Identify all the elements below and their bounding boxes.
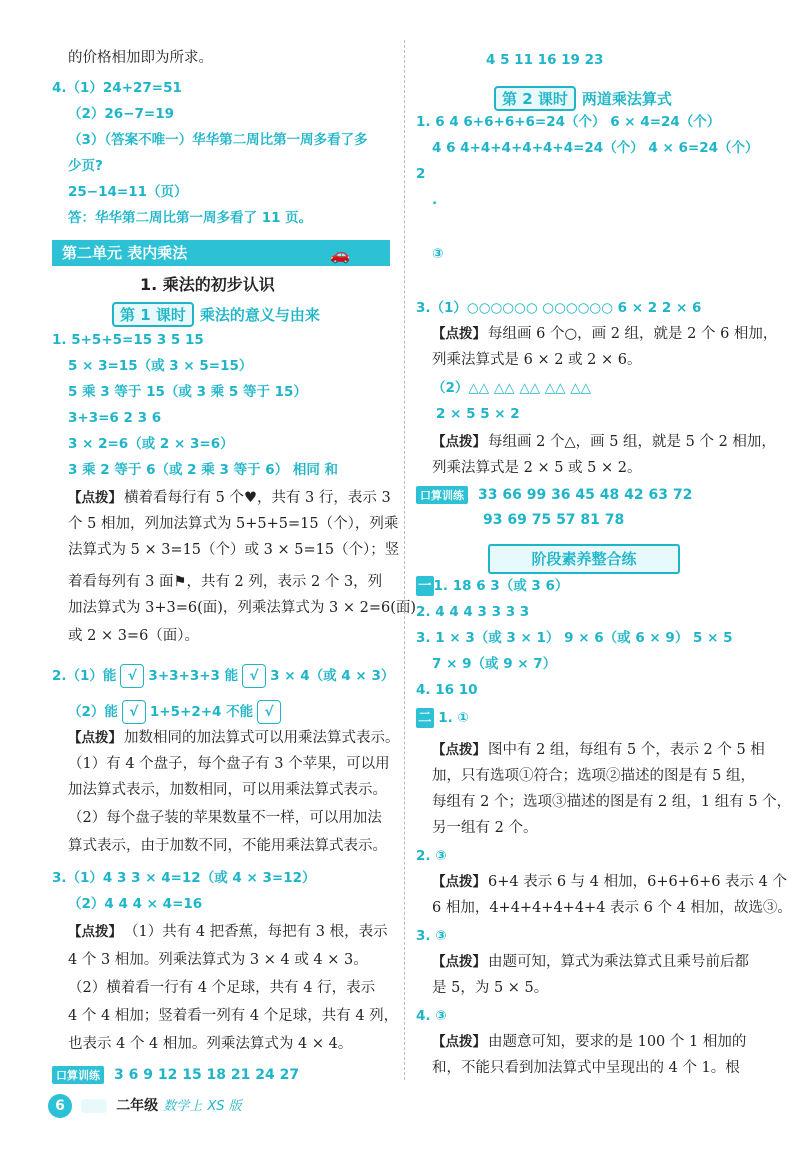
- answer-line: 7 × 9（或 9 × 7）: [432, 656, 557, 672]
- answer-line: 1. 5+5+5=15 3 5 15: [52, 332, 204, 348]
- tip-line: 【点拨】 横着看每行有 5 个♥，共有 3 行，表示 3: [68, 490, 391, 506]
- answer-line: （2）能 √ 1+5+2+4 不能 √: [68, 700, 285, 724]
- answer-line: 3 × 2=6（或 2 × 3=6）: [68, 436, 234, 452]
- answer-line: 25−14=11（页）: [68, 184, 188, 200]
- lesson-title: 乘法的意义与由来: [199, 306, 320, 324]
- unit-banner-title: 第二单元 表内乘法: [62, 244, 188, 262]
- answer-line: 5 × 3=15（或 3 × 5=15）: [68, 358, 253, 374]
- answer-line: 2.（1）能 √ 3+3+3+3 能 √ 3 × 4（或 4 × 3）: [52, 664, 394, 688]
- tip-line: 【点拨】 图中有 2 组，每组有 5 个，表示 2 个 5 相: [432, 742, 765, 758]
- part-number: 一: [418, 578, 432, 594]
- footer-grade: 二年级: [116, 1098, 159, 1114]
- tip-line: 加法算式表示，加数相同，可以用乘法算式表示。: [68, 782, 387, 798]
- answer-line: 5 乘 3 等于 15（或 3 乘 5 等于 15）: [68, 384, 307, 400]
- stage-title: 阶段素养整合练: [488, 544, 680, 574]
- answer-line: （3）（答案不唯一）华华第二周比第一周多看了多: [68, 132, 368, 148]
- tip-line: 也表示 4 个 4 相加。列乘法算式为 4 × 4。: [68, 1036, 353, 1052]
- tip-line: 个 5 相加，列加法算式为 5+5+5=15（个），列乘: [68, 516, 399, 532]
- answer-line: 2 × 5 5 × 2: [436, 406, 520, 422]
- lesson-title: 两道乘法算式: [581, 90, 672, 108]
- tip-line: 每组有 2 个；选项③描述的图是有 2 组，1 组有 5 个，: [432, 794, 792, 810]
- tip-line: 4 个 4 相加；竖着看一列有 4 个足球，共有 4 列，: [68, 1008, 399, 1024]
- oral-tag: 口算训练: [416, 486, 468, 504]
- answer-line: 3. ③: [416, 928, 447, 944]
- answer-line: 4.（1）24+27=51: [52, 80, 182, 96]
- answer-line: 4. ③: [416, 1008, 447, 1024]
- answer-line: （2）4 4 4 × 4=16: [68, 896, 203, 912]
- tip-line: 算式表示，由于加数不同，不能用乘法算式表示。: [68, 838, 387, 854]
- page-number: 6: [48, 1094, 72, 1118]
- tip-line: 和，不能只看到加法算式中呈现出的 4 个 1。根: [432, 1060, 740, 1076]
- lesson-tag: 第 1 课时: [112, 302, 194, 327]
- answer-line: 3 乘 2 等于 6（或 2 乘 3 等于 6） 相同 和: [68, 462, 339, 478]
- tip-line: 6 相加，4+4+4+4+4+4 表示 6 个 4 相加，故选③。: [432, 900, 792, 916]
- oral-training-left: [52, 1066, 299, 1084]
- tip-line: 4 个 3 相加。列乘法算式为 3 × 4 或 4 × 3。: [68, 952, 368, 968]
- tip-label: 【点拨】: [68, 490, 122, 506]
- lesson-1-header: [112, 302, 320, 327]
- tip-line: 是 5，为 5 × 5。: [432, 980, 549, 996]
- answer-line: 1. 6 4 6+6+6+6=24（个） 6 × 4=24（个）: [416, 114, 721, 130]
- answer-line: 2: [416, 166, 426, 182]
- lesson-tag: 第 2 课时: [494, 86, 576, 111]
- answer-line: 3.（1）○○○○○○ ○○○○○○ 6 × 2 2 × 6: [416, 300, 702, 316]
- oral-tag: 口算训练: [52, 1066, 104, 1084]
- tip-line: （2）横着看一行有 4 个足球，共有 4 行，表示: [68, 980, 376, 996]
- oral-values: 33 66 99 36 45 48 42 63 72: [478, 487, 693, 503]
- page-footer: [48, 1094, 248, 1120]
- answer-line: 4. 16 10: [416, 682, 478, 698]
- answer-line: 一 1. 18 6 3（或 3 6）: [418, 578, 569, 594]
- unit-banner: [52, 240, 390, 266]
- oral-values-row2: 93 69 75 57 81 78: [483, 512, 625, 528]
- tip-line: 加法算式为 3+3=6(面)，列乘法算式为 3 × 2=6(面): [68, 600, 417, 616]
- check-box: √: [120, 664, 144, 688]
- tip-line: 加，只有选项①符合；选项②描述的图是有 5 组，: [432, 768, 755, 784]
- answer-line: 4 6 4+4+4+4+4+4=24（个） 4 × 6=24（个）: [432, 140, 759, 156]
- tip-line: 【点拨】 每组画 2 个△，画 5 组，就是 5 个 2 相加，: [432, 434, 776, 450]
- check-box: √: [242, 664, 266, 688]
- tip-line: 另一组有 2 个。: [432, 820, 538, 836]
- tip-line: （2）每个盘子装的苹果数量不一样，可以用加法: [68, 810, 382, 826]
- left-top-text: 的价格相加即为所求。: [68, 50, 213, 66]
- check-box: √: [257, 700, 281, 724]
- answer-line: .: [432, 192, 438, 208]
- answer-line: 答：华华第二周比第一周多看了 11 页。: [68, 210, 313, 226]
- tip-line: 【点拨】 由题意可知，要求的是 100 个 1 相加的: [432, 1034, 747, 1050]
- oral-values: 3 6 9 12 15 18 21 24 27: [114, 1067, 300, 1083]
- answer-line: 4 5 11 16 19 23: [486, 52, 604, 68]
- car-icon: 🚗: [330, 245, 350, 264]
- lesson-2-header: [494, 86, 672, 111]
- answer-line: ③: [432, 246, 444, 262]
- footer-edition: XS 版: [207, 1099, 242, 1114]
- tip-line: 【点拨】 加数相同的加法算式可以用乘法算式表示。: [68, 730, 400, 746]
- tip-line: 【点拨】 （1）共有 4 把香蕉，每把有 3 根，表示: [68, 924, 388, 940]
- answer-line: 少页?: [68, 158, 103, 174]
- answer-line: 2. 4 4 4 3 3 3 3: [416, 604, 530, 620]
- answer-line: 2. ③: [416, 848, 447, 864]
- tip-line: （1）有 4 个盘子，每个盘子有 3 个苹果，可以用: [68, 756, 390, 772]
- column-divider: [404, 40, 405, 1080]
- answer-line: 二 1. ①: [418, 710, 469, 726]
- tip-line: 列乘法算式是 2 × 5 或 5 × 2。: [432, 460, 642, 476]
- tip-line: 列乘法算式是 6 × 2 或 2 × 6。: [432, 352, 642, 368]
- tip-line: 或 2 × 3=6（面）。: [68, 628, 200, 644]
- logo-icon: [81, 1099, 107, 1113]
- footer-subject: 数学上: [163, 1099, 203, 1114]
- tip-line: 着看每列有 3 面⚑，共有 2 列，表示 2 个 3，列: [68, 574, 383, 590]
- tip-line: 【点拨】 由题可知，算式为乘法算式且乘号前后都: [432, 954, 749, 970]
- part-number: 二: [418, 710, 432, 726]
- tip-line: 法算式为 5 × 3=15（个）或 3 × 5=15（个）；竖: [68, 542, 400, 558]
- answer-line: （2）△△ △△ △△ △△ △△: [432, 380, 592, 396]
- tip-line: 【点拨】 6+4 表示 6 与 4 相加，6+6+6+6 表示 4 个: [432, 874, 787, 890]
- answer-line: 3+3=6 2 3 6: [68, 410, 162, 426]
- answer-line: 3.（1）4 3 3 × 4=12（或 4 × 3=12）: [52, 870, 316, 886]
- check-box: √: [122, 700, 146, 724]
- answer-line: （2）26−7=19: [68, 106, 174, 122]
- oral-training-right: [416, 486, 692, 504]
- tip-line: 【点拨】 每组画 6 个○，画 2 组，就是 2 个 6 相加，: [432, 326, 778, 342]
- answer-line: 3. 1 × 3（或 3 × 1） 9 × 6（或 6 × 9） 5 × 5: [416, 630, 733, 646]
- section-title: 1. 乘法的初步认识: [140, 275, 275, 294]
